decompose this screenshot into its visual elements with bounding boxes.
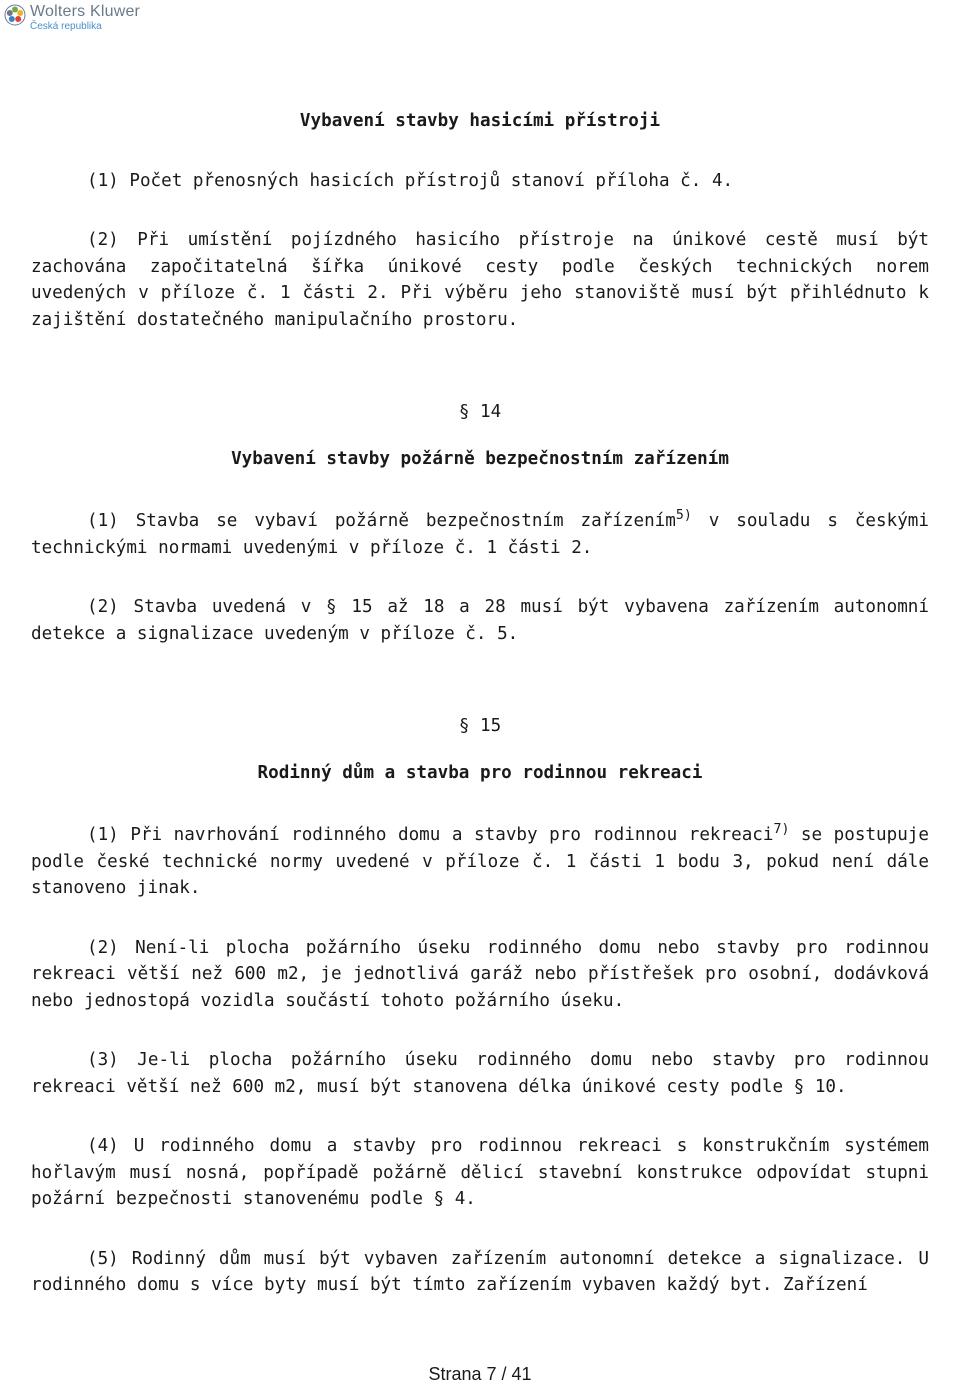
document-body	[31, 108, 929, 1299]
s15-paragraph-5: (5) Rodinný dům musí být vybaven zařízením autonomní detekce a signalizace. U rodinného domu s více byty musí být tímto zařízením vybaven každý byt. Zařízení	[31, 1248, 929, 1295]
wolters-kluwer-logo-icon	[4, 4, 26, 26]
s15-p1-text-a: (1) Při navrhování rodinného domu a stavby pro rodinnou rekreaci	[87, 825, 774, 845]
s15-p1-text-b: se postupuje podle české technické normy uvedené v příloze č. 1 části 1 bodu 3, pokud není dále stanoveno jinak.	[31, 825, 929, 898]
section-15-sign: § 15	[458, 716, 502, 736]
s15-paragraph-1	[31, 822, 929, 902]
s14-p1-text-a: (1) Stavba se vybaví požárně bezpečnostním zařízením	[87, 511, 676, 531]
publisher-logo	[4, 4, 140, 32]
s15-paragraph-2: (2) Není-li plocha požárního úseku rodinného domu nebo stavby pro rodinnou rekreaci větší než 600 m2, je jednotlivá garáž nebo přístřešek pro osobní, dodávková nebo jednostopá vozidla součástí tohoto požárního úseku.	[31, 937, 929, 1011]
footnote-ref-5: 5)	[675, 507, 692, 523]
logo-country-text: Česká republika	[30, 21, 102, 32]
s15-paragraph-4: (4) U rodinného domu a stavby pro rodinnou rekreaci s konstrukčním systémem hořlavým musí nosná, popřípadě požárně dělicí stavební konstrukce odpovídat stupni požární bezpečnosti stanovenému podle § 4.	[31, 1136, 929, 1209]
section-13-title: Vybavení stavby hasicími přístroji	[299, 111, 661, 131]
page-number: Strana 7 / 41	[428, 1364, 532, 1384]
s13-paragraph-1: (1) Počet přenosných hasicích přístrojů stanoví příloha č. 4.	[87, 170, 734, 191]
section-14-title: Vybavení stavby požárně bezpečnostním zařízením	[231, 448, 729, 469]
s14-paragraph-1	[31, 508, 929, 561]
logo-brand-text: Wolters Kluwer	[30, 3, 141, 20]
section-14-sign: § 14	[458, 402, 502, 422]
s15-paragraph-3: (3) Je-li plocha požárního úseku rodinného domu nebo stavby pro rodinnou rekreaci větší než 600 m2, musí být stanovena délka únikové cesty podle § 10.	[31, 1050, 929, 1097]
s13-paragraph-2: (2) Při umístění pojízdného hasicího přístroje na únikové cestě musí být zachována započitatelná šířka únikové cesty podle českých technických norem uvedených v příloze č. 1 části 2. Při výběru jeho stanoviště musí být přihlédnuto k zajištění dostatečného manipulačního prostoru.	[31, 230, 929, 330]
section-15-title: Rodinný dům a stavba pro rodinnou rekreaci	[257, 762, 703, 783]
s14-p1-text-b: v souladu s českými technickými normami uvedenými v příloze č. 1 části 2.	[31, 511, 929, 558]
footnote-ref-7: 7)	[773, 821, 790, 837]
s14-paragraph-2: (2) Stavba uvedená v § 15 až 18 a 28 musí být vybavena zařízením autonomní detekce a signalizace uvedeným v příloze č. 5.	[31, 597, 929, 644]
